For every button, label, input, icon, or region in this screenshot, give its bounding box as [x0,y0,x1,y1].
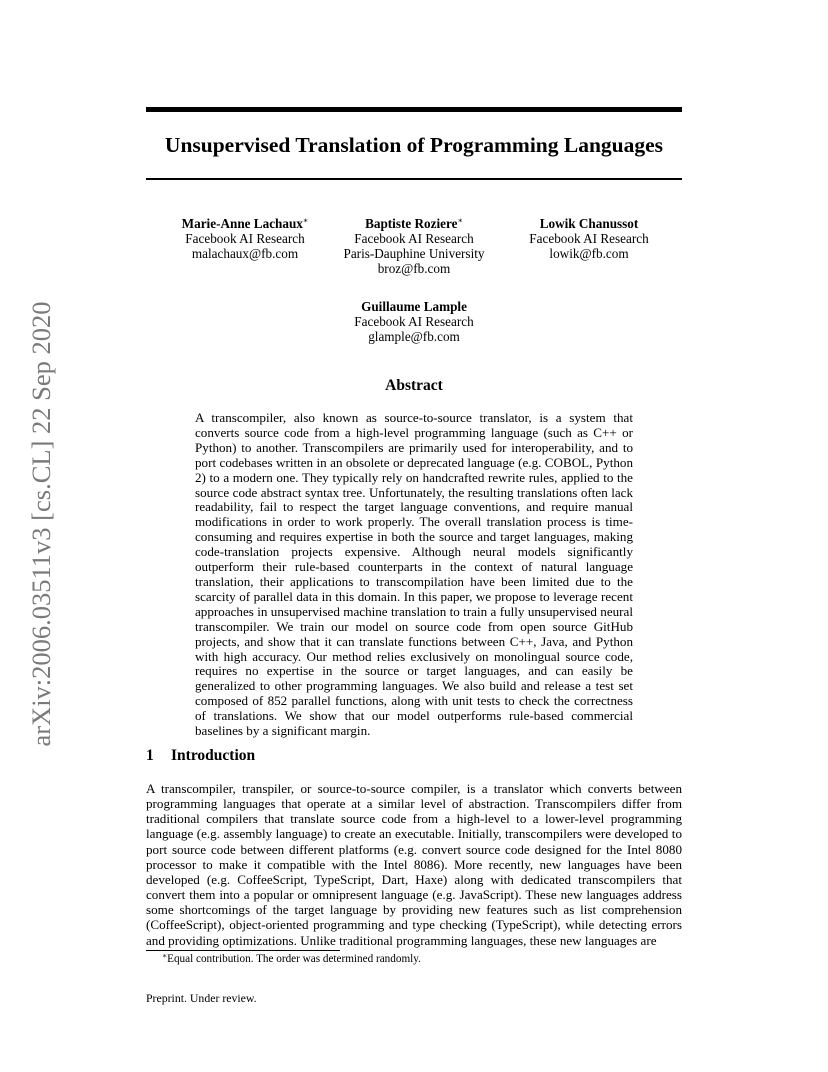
author-name: Lowik Chanussot [539,216,639,231]
author-block [324,299,504,344]
author-name: Marie-Anne Lachaux∗ [181,216,309,231]
author-email: broz@fb.com [377,261,451,276]
abstract-text: A transcompiler, also known as source-to-source translator, is a system that converts source code from a high-level programming language (such as C++ or Python) to another. Transcompilers are primarily used for interoperability, and to port codebases written in an obsolete or deprecated language (e.g. COBOL, Python 2) to a modern one. They typically rely on handcrafted rewrite rules, applied to the source code abstract syntax tree. Unfortunately, the resulting translations often lack readability, fail to respect the target language conventions, and require manual modifications in order to work properly. The overall translation process is time-consuming and requires expertise in both the source and target languages, making code-translation projects expensive. Although neural models significantly outperform their rule-based counterparts in the context of natural language translation, their applications to transcompilation have been limited due to the scarcity of parallel data in this domain. In this paper, we propose to leverage recent approaches in unsupervised machine translation to train a fully unsupervised neural transcompiler. We train our model on source code from open source GitHub projects, and show that it can translate functions between C++, Java, and Python with high accuracy. Our method relies exclusively on monolingual source code, requires no expertise in the source or target languages, and can easily be generalized to other programming languages. We also build and release a test set composed of 852 parallel functions, along with unit tests to check the correctness of translations. We show that our model outperforms rule-based commercial baselines by a significant margin. [195,410,633,739]
author-name: Baptiste Roziere∗ [365,216,463,231]
abstract-heading: Abstract [385,377,443,394]
paper-title: Unsupervised Translation of Programming Languages [164,133,664,157]
footnote-mark: ∗ [162,951,168,960]
section-number: 1 [146,747,154,764]
author-affiliation: Facebook AI Research [354,314,474,329]
author-affiliation: Facebook AI Research [185,231,305,246]
author-affiliation: Facebook AI Research [529,231,649,246]
section-title: Introduction [171,747,256,764]
section-heading [146,747,255,765]
author-email: glample@fb.com [368,329,460,344]
equal-contribution-mark: ∗ [457,216,463,225]
title-top-rule [146,107,682,112]
introduction-text: A transcompiler, transpiler, or source-to-source compiler, is a translator which converts between programming languages that operate at a similar level of abstraction. Transcompilers differ from traditional compilers that translate source code from a high-level to a lower-level programming language (e.g. assembly language) to create an executable. Initially, transcompilers were developed to port source code between different platforms (e.g. convert source code designed for the Intel 8080 processor to make it compatible with the Intel 8086). More recently, new languages have been developed (e.g. CoffeeScript, TypeScript, Dart, Haxe) along with dedicated transcompilers that convert them into a popular or omnipresent language (e.g. JavaScript). These new languages address some shortcomings of the target language by providing new features such as list comprehension (CoffeeScript), object-oriented programming and type checking (TypeScript), while detecting errors and providing optimizations. Unlike traditional programming languages, these new languages are [146,781,682,948]
footnote-rule [146,950,340,951]
equal-contribution-mark: ∗ [302,216,309,225]
preprint-notice: Preprint. Under review. [146,991,257,1005]
author-affiliation: Facebook AI Research [354,231,474,246]
author-email: lowik@fb.com [549,246,629,261]
title-bottom-rule [146,178,682,180]
author-block [155,216,335,261]
author-name: Guillaume Lample [361,299,467,314]
footnote-text: Equal contribution. The order was determined randomly. [167,953,421,965]
author-email: malachaux@fb.com [191,246,299,261]
footnote [162,953,421,966]
author-block [499,216,679,261]
author-block [324,216,504,276]
arxiv-side-stamp: arXiv:2006.03511v3 [cs.CL] 22 Sep 2020 [26,301,56,747]
author-affiliation: Paris-Dauphine University [343,246,485,261]
